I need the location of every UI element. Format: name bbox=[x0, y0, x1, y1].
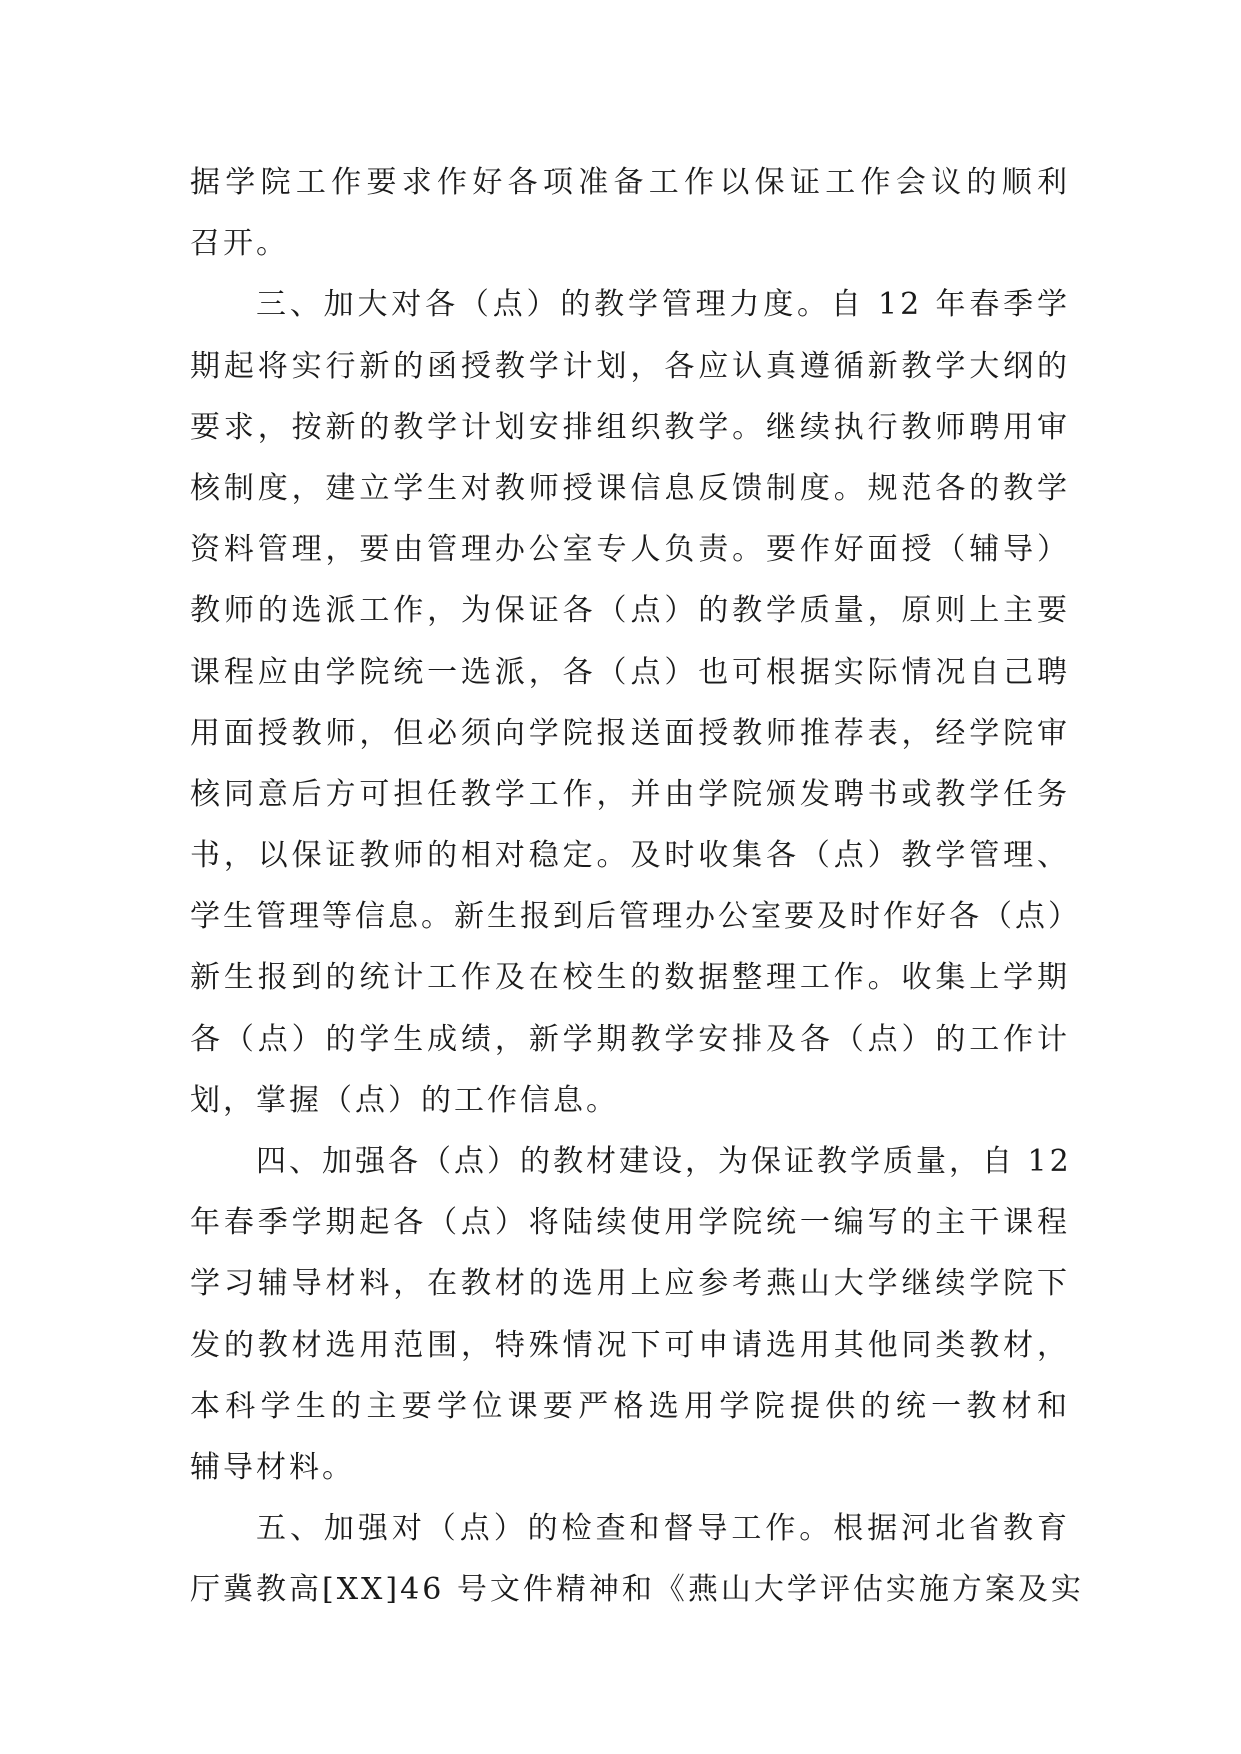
text-line: 发的教材选用范围，特殊情况下可申请选用其他同类教材， bbox=[190, 1327, 1070, 1363]
text-line: 期起将实行新的函授教学计划，各应认真遵循新教学大纲的 bbox=[190, 348, 1070, 384]
text-line: 本科学生的主要学位课要严格选用学院提供的统一教材和 bbox=[190, 1388, 1070, 1424]
text-line: 用面授教师，但必须向学院报送面授教师推荐表，经学院审 bbox=[190, 715, 1070, 751]
text-line: 学习辅导材料，在教材的选用上应参考燕山大学继续学院下 bbox=[190, 1266, 1070, 1302]
text-line: 核制度，建立学生对教师授课信息反馈制度。规范各的教学 bbox=[190, 470, 1070, 506]
text-line: 年春季学期起各（点）将陆续使用学院统一编写的主干课程 bbox=[190, 1205, 1070, 1241]
document-body bbox=[190, 152, 1084, 1621]
text-line: 教师的选派工作，为保证各（点）的教学质量，原则上主要 bbox=[190, 593, 1070, 629]
text-line: 书，以保证教师的相对稳定。及时收集各（点）教学管理、 bbox=[190, 838, 1070, 874]
text-line: 划，掌握（点）的工作信息。 bbox=[190, 1082, 619, 1118]
text-line: 资料管理，要由管理办公室专人负责。要作好面授（辅导） bbox=[190, 532, 1070, 568]
text-line: 辅导材料。 bbox=[190, 1449, 355, 1485]
text-line: 召开。 bbox=[190, 226, 289, 262]
text-line: 各（点）的学生成绩，新学期教学安排及各（点）的工作计 bbox=[190, 1021, 1070, 1057]
text-line-paragraph-start: 五、加强对（点）的检查和督导工作。根据河北省教育 bbox=[256, 1511, 1070, 1547]
text-line: 学生管理等信息。新生报到后管理办公室要及时作好各（点） bbox=[190, 899, 1081, 935]
text-line: 要求，按新的教学计划安排组织教学。继续执行教师聘用审 bbox=[190, 409, 1070, 445]
text-line: 厅冀教高[XX]46 号文件精神和《燕山大学评估实施方案及实 bbox=[190, 1572, 1084, 1608]
text-line: 新生报到的统计工作及在校生的数据整理工作。收集上学期 bbox=[190, 960, 1070, 996]
text-line: 据学院工作要求作好各项准备工作以保证工作会议的顺利 bbox=[190, 165, 1070, 200]
text-line: 课程应由学院统一选派，各（点）也可根据实际情况自己聘 bbox=[190, 654, 1070, 690]
text-line-paragraph-start: 四、加强各（点）的教材建设，为保证教学质量，自 12 bbox=[256, 1144, 1072, 1179]
text-line: 核同意后方可担任教学工作，并由学院颁发聘书或教学任务 bbox=[190, 776, 1070, 812]
text-line-paragraph-start: 三、加大对各（点）的教学管理力度。自 12 年春季学 bbox=[256, 287, 1070, 323]
